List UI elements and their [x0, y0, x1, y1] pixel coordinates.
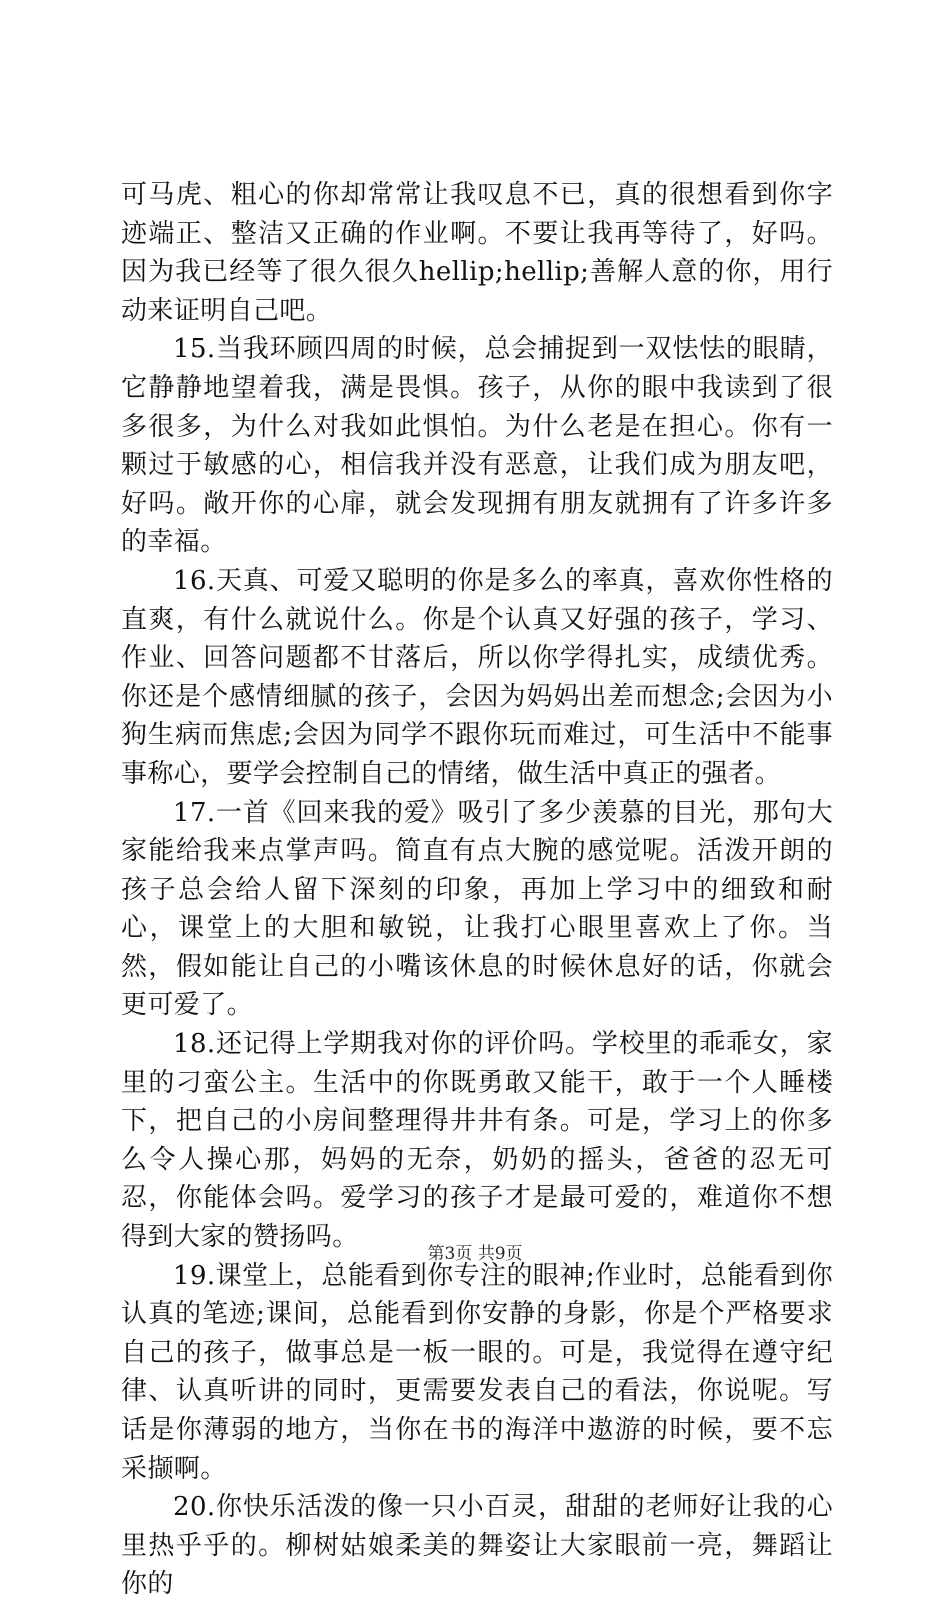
paragraph-17: 17.一首《回来我的爱》吸引了多少羡慕的目光，那句大家能给我来点掌声吗。简直有点大腕的感觉呢。活泼开朗的孩子总会给人留下深刻的印象，再加上学习中的细致和耐心，课堂上的大胆和敏锐，让我打心眼里喜欢上了你。当然，假如能让自己的小嘴该休息的时候休息好的话，你就会更可爱了。 — [121, 797, 833, 1021]
paragraph-19: 19.课堂上，总能看到你专注的眼神;作业时，总能看到你认真的笔迹;课间，总能看到你安静的身影，你是个严格要求自己的孩子，做事总是一板一眼的。可是，我觉得在遵守纪律、认真听讲的同时，更需要发表自己的看法，你说呢。写话是你薄弱的地方，当你在书的海洋中遨游的时候，要不忘采撷啊。 — [121, 1260, 833, 1484]
paragraph-18: 18.还记得上学期我对你的评价吗。学校里的乖乖女，家里的刁蛮公主。生活中的你既勇敢又能干，敢于一个人睡楼下，把自己的小房间整理得井井有条。可是，学习上的你多么令人操心那，妈妈的无奈，奶奶的摇头，爸爸的忍无可忍，你能体会吗。爱学习的孩子才是最可爱的，难道你不想得到大家的赞扬吗。 — [121, 1029, 833, 1253]
paragraph-continued: 可马虎、粗心的你却常常让我叹息不已，真的很想看到你字迹端正、整洁又正确的作业啊。不要让我再等待了，好吗。因为我已经等了很久很久hellip;hellip;善解人意的你，用行动来证明自己吧。 — [121, 180, 833, 326]
paragraph-15: 15.当我环顾四周的时候，总会捕捉到一双怯怯的眼睛，它静静地望着我，满是畏惧。孩子，从你的眼中我读到了很多很多，为什么对我如此惧怕。为什么老是在担心。你有一颗过于敏感的心，相信我并没有恶意，让我们成为朋友吧，好吗。敞开你的心扉，就会发现拥有朋友就拥有了许多许多的幸福。 — [121, 334, 833, 558]
paragraph-16: 16.天真、可爱又聪明的你是多么的率真，喜欢你性格的直爽，有什么就说什么。你是个认真又好强的孩子，学习、作业、回答问题都不甘落后，所以你学得扎实，成绩优秀。你还是个感情细腻的孩子，会因为妈妈出差而想念;会因为小狗生病而焦虑;会因为同学不跟你玩而难过，可生活中不能事事称心，要学会控制自己的情绪，做生活中真正的强者。 — [121, 565, 833, 789]
page-number-footer: 第3页 共9页 — [427, 1244, 523, 1264]
paragraph-20: 20.你快乐活泼的像一只小百灵，甜甜的老师好让我的心里热乎乎的。柳树姑娘柔美的舞姿让大家眼前一亮，舞蹈让你的 — [121, 1492, 833, 1600]
document-body — [121, 176, 833, 1604]
